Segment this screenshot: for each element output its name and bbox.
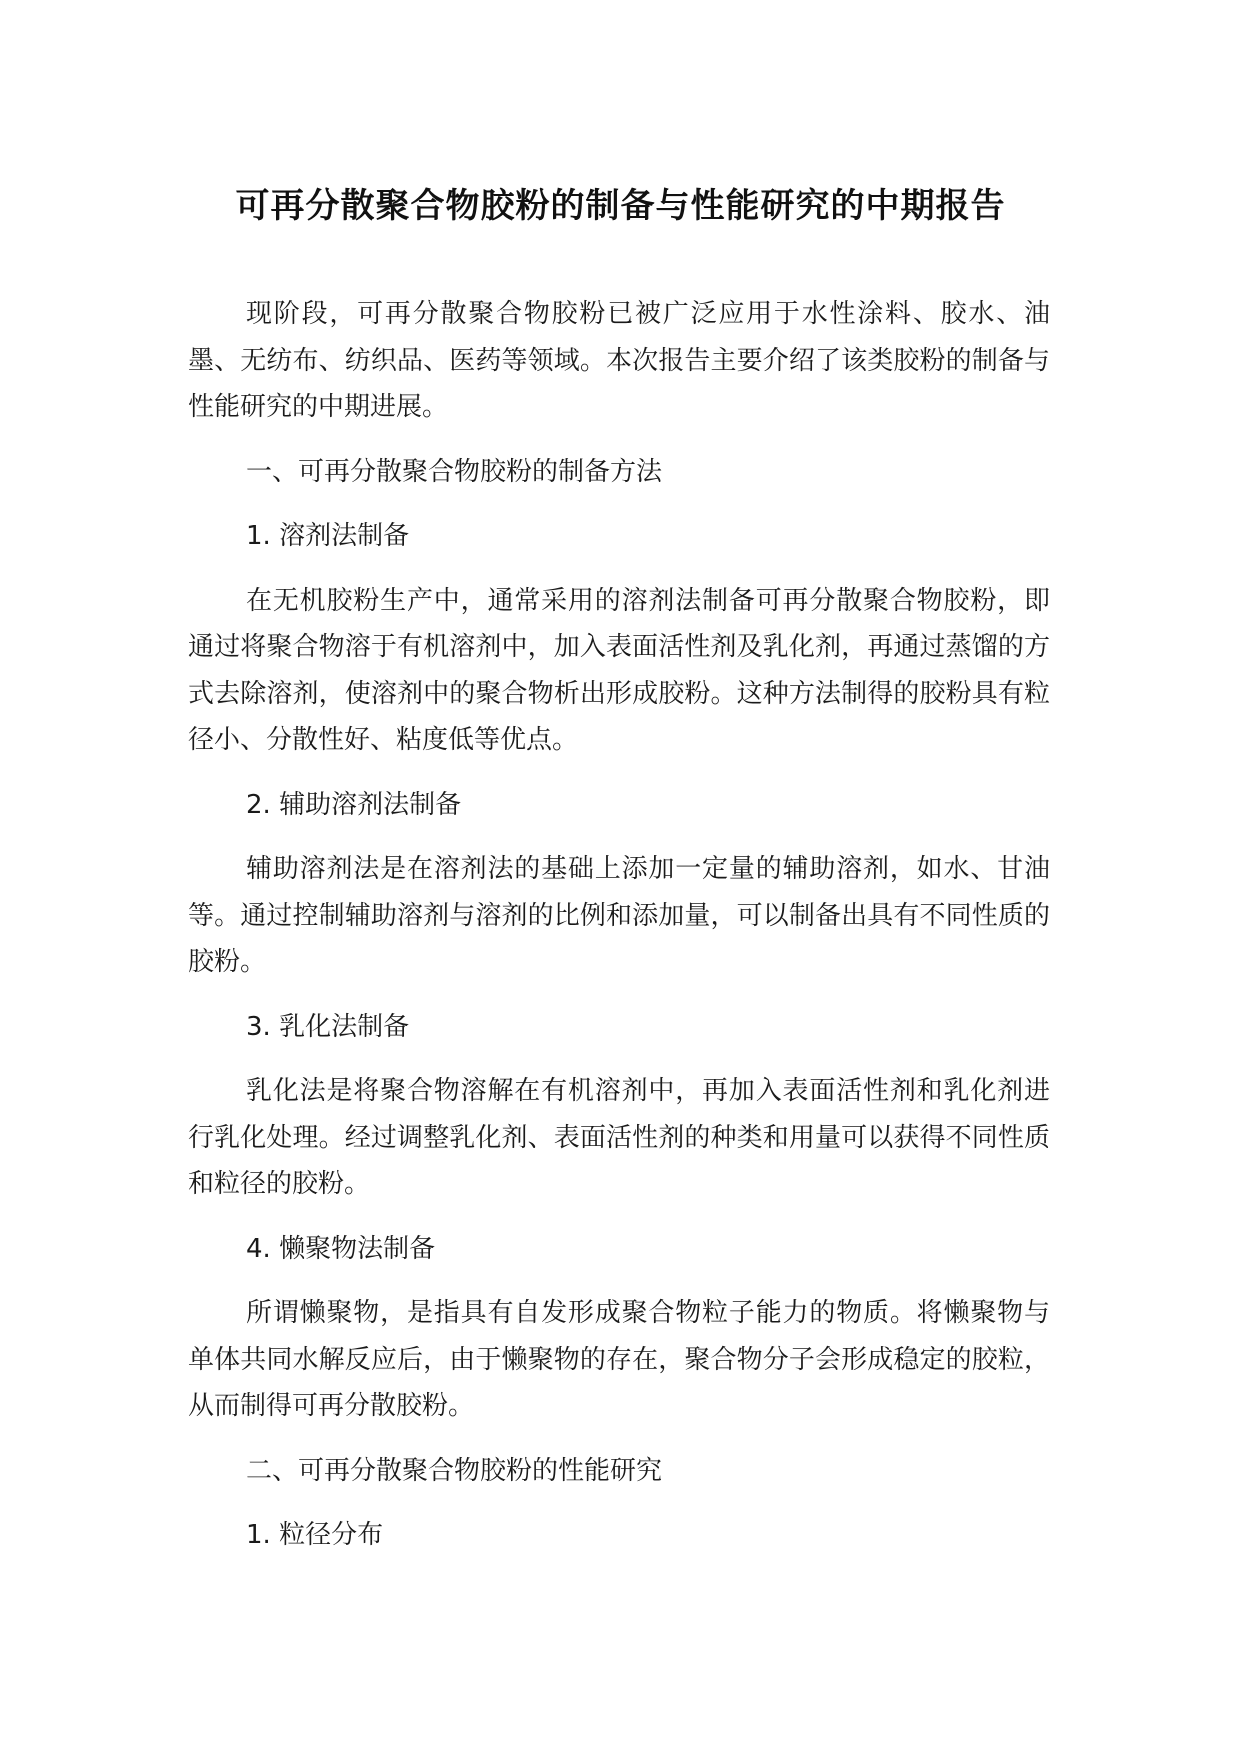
paragraph-solvent-method: 在无机胶粉生产中，通常采用的溶剂法制备可再分散聚合物胶粉，即通过将聚合物溶于有机溶剂中，加入表面活性剂及乳化剂，再通过蒸馏的方式去除溶剂，使溶剂中的聚合物析出形成胶粉。这种方法制得的胶粉具有粒径小、分散性好、粘度低等优点。 — [188, 585, 1050, 755]
subheading-lazy-polymer-method: 4. 懒聚物法制备 — [246, 1233, 436, 1264]
intro-paragraph: 现阶段，可再分散聚合物胶粉已被广泛应用于水性涂料、胶水、油墨、无纺布、纺织品、医药等领域。本次报告主要介绍了该类胶粉的制备与性能研究的中期进展。 — [188, 299, 1050, 422]
paragraph-emulsion-method: 乳化法是将聚合物溶解在有机溶剂中，再加入表面活性剂和乳化剂进行乳化处理。经过调整乳化剂、表面活性剂的种类和用量可以获得不同性质和粒径的胶粉。 — [188, 1076, 1050, 1199]
paragraph-lazy-polymer-method: 所谓懒聚物，是指具有自发形成聚合物粒子能力的物质。将懒聚物与单体共同水解反应后，由于懒聚物的存在，聚合物分子会形成稳定的胶粒，从而制得可再分散胶粉。 — [188, 1298, 1050, 1421]
subheading-particle-size: 1. 粒径分布 — [246, 1520, 384, 1550]
section-heading-2: 二、可再分散聚合物胶粉的性能研究 — [246, 1455, 663, 1486]
subheading-auxiliary-solvent-method: 2. 辅助溶剂法制备 — [246, 789, 462, 820]
subheading-emulsion-method: 3. 乳化法制备 — [246, 1011, 410, 1042]
subheading-solvent-method: 1. 溶剂法制备 — [246, 521, 410, 551]
document-title: 可再分散聚合物胶粉的制备与性能研究的中期报告 — [235, 186, 1006, 226]
document-body — [188, 291, 1050, 1577]
paragraph-auxiliary-solvent-method: 辅助溶剂法是在溶剂法的基础上添加一定量的辅助溶剂，如水、甘油等。通过控制辅助溶剂与溶剂的比例和添加量，可以制备出具有不同性质的胶粉。 — [188, 854, 1050, 977]
section-heading-1: 一、可再分散聚合物胶粉的制备方法 — [246, 456, 663, 487]
